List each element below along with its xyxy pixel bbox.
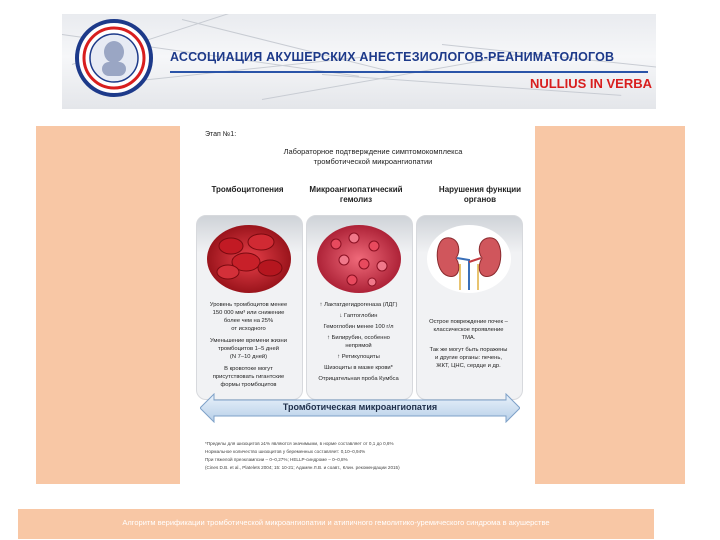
kidneys-icon xyxy=(426,224,512,294)
criteria-line: присутствовать гигантские xyxy=(212,374,285,380)
criteria-line: более чем на 25% xyxy=(223,318,274,324)
footnote-line: Нормальное количество шизоцитов у беременных составляет: 0,10–0,94% xyxy=(205,449,366,454)
slide-title-line1: Лабораторное подтверждение симптомокомплекса xyxy=(283,147,463,156)
red-blood-cells-icon xyxy=(206,224,292,294)
criteria-line: Уровень тромбоцитов менее xyxy=(209,302,288,308)
arrow-label: Тромботическая микроангиопатия xyxy=(282,402,438,412)
stage-label: Этап №1: xyxy=(205,131,237,138)
column-title-hemolysis: Микроангиопатический гемолиз xyxy=(309,185,403,204)
criteria-line: Шизоциты в мазке крови* xyxy=(324,365,393,371)
criteria-line: Так же могут быть поражены xyxy=(429,347,508,353)
footnotes xyxy=(205,440,530,472)
criteria-line: и другие органы: печень, xyxy=(435,355,502,361)
column-title-organ-dysfunction: Нарушения функции органов xyxy=(438,185,522,204)
footnote-line: *Пределы для шизоцитов ≥1% являются значимыми, в норме составляет от 0,1 до 0,6% xyxy=(205,441,394,446)
criteria-line: Острое повреждение почек – xyxy=(429,319,508,325)
criteria-line: Уменьшение времени жизни xyxy=(209,338,287,344)
criteria-line: (N 7–10 дней) xyxy=(229,354,268,360)
criteria-line: Отрицательная проба Кумбса xyxy=(318,376,399,382)
criteria-line: 150 000 мм³ или снижение xyxy=(212,310,285,316)
organ-dysfunction-criteria xyxy=(417,318,520,370)
hemolysis-criteria xyxy=(307,301,410,383)
criteria-line: ТМА. xyxy=(461,335,476,341)
slide-title-line2: тромботической микроангиопатии xyxy=(313,157,433,166)
association-logo xyxy=(74,18,154,98)
criteria-line: формы тромбоцитов xyxy=(220,382,277,388)
criteria-line: непрямой xyxy=(345,343,372,349)
motto: NULLIUS IN VERBA xyxy=(529,76,652,91)
criteria-line: ↓ Гаптоглобин xyxy=(339,313,378,319)
criteria-line: В кровотоке могут xyxy=(224,366,273,372)
schistocytes-icon xyxy=(316,224,402,294)
footnote-line: При тяжелой преэклампсии – 0–0,27%; HELLP-синдроме – 0–0,8% xyxy=(205,457,348,462)
footnote-line: (Cines D.B. et al., Platelets 2004; 15: 10-21; Адамян Л.В. и соавт., Клин. рекомендации 2015) xyxy=(205,465,400,470)
criteria-line: ↑ Билирубин, особенно xyxy=(327,335,390,341)
criteria-line: ↑ Лактатдегидрогеназа (ЛДГ) xyxy=(319,302,398,308)
criteria-line: Гемоглобин менее 100 г/л xyxy=(323,324,394,330)
title-underline xyxy=(170,71,648,73)
left-panel xyxy=(36,126,180,484)
criteria-line: от исходного xyxy=(231,326,266,332)
organization-title: АССОЦИАЦИЯ АКУШЕРСКИХ АНЕСТЕЗИОЛОГОВ-РЕАНИМАТОЛОГОВ xyxy=(170,50,615,64)
criteria-line: тромбоцитов 1–5 дней xyxy=(218,346,279,352)
column-title-thrombocytopenia: Тромбоцитопения xyxy=(211,185,284,194)
criteria-line: ЖКТ, ЦНС, сердце и др. xyxy=(436,363,501,369)
criteria-line: ↑ Ретикулоциты xyxy=(337,354,380,360)
thrombocytopenia-criteria xyxy=(197,301,300,389)
right-panel xyxy=(535,126,685,484)
footer-caption: Алгоритм верификации тромботической микроангиопатии и атипичного гемолитико-уремического синдрома в акушерстве xyxy=(122,518,550,527)
criteria-line: классическое проявление xyxy=(433,327,504,333)
